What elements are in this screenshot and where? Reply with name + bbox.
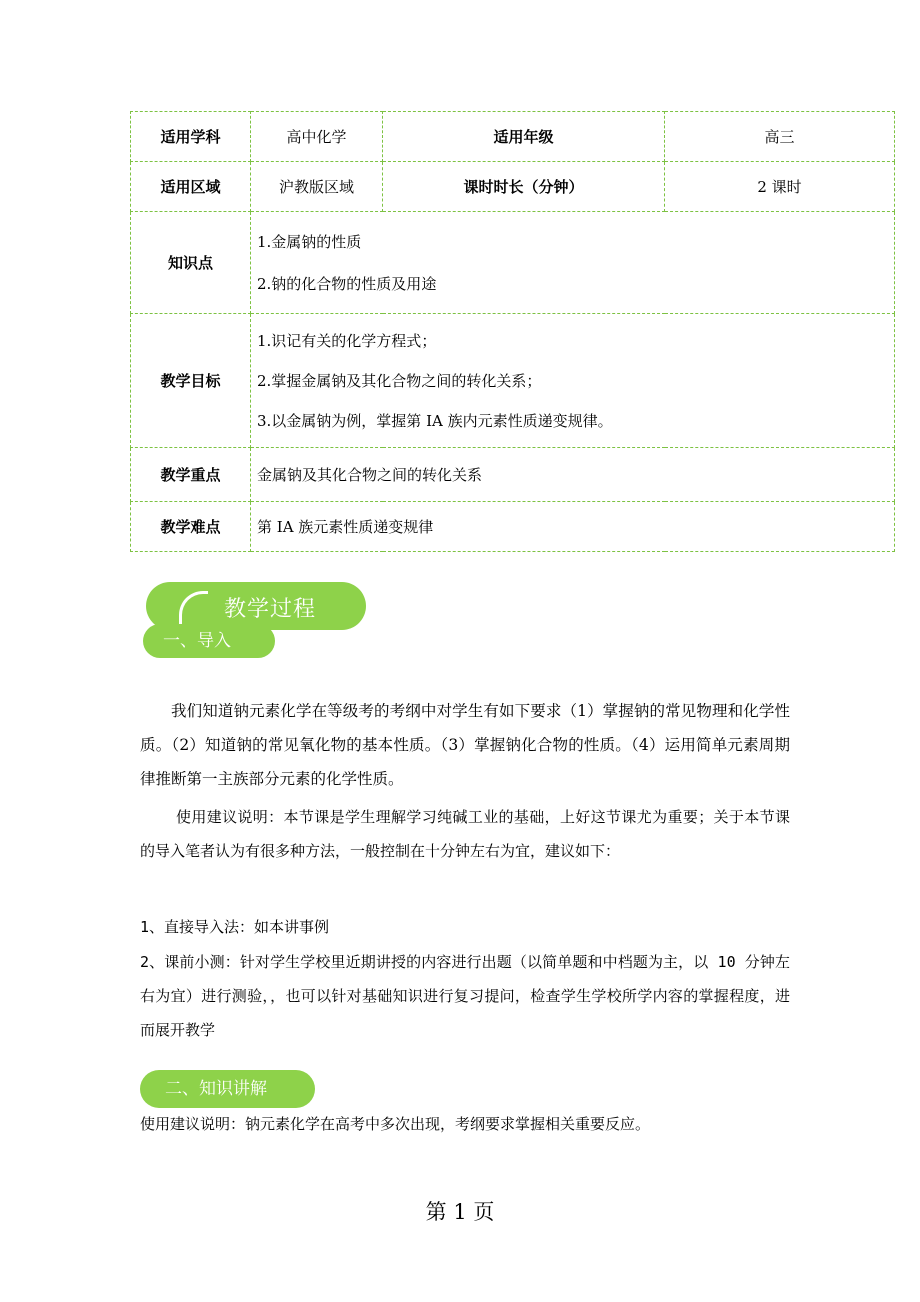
goals-cell xyxy=(251,314,895,448)
table-row xyxy=(131,502,895,552)
goal-item: 3.以金属钠为例，掌握第 IA 族内元素性质递变规律。 xyxy=(257,411,613,430)
subject-value: 高中化学 xyxy=(251,112,383,162)
page-number: 第 1 页 xyxy=(425,1200,495,1224)
grade-value: 高三 xyxy=(665,112,895,162)
lesson-info-table xyxy=(130,111,895,552)
method-1: 1、直接导入法：如本讲事例 xyxy=(140,918,330,936)
table-row xyxy=(131,112,895,162)
focus-label: 教学重点 xyxy=(131,448,251,502)
section-intro-badge: 一、导入 xyxy=(143,624,275,658)
knowledge-item: 1.金属钠的性质 xyxy=(257,232,362,251)
knowledge-cell xyxy=(251,212,895,314)
suggestion-paragraph: 使用建议说明：本节课是学生理解学习纯碱工业的基础，上好这节课尤为重要；关于本节课的导入笔者认为有很多种方法，一般控制在十分钟左右为宜，建议如下： xyxy=(140,808,790,860)
focus-value: 金属钠及其化合物之间的转化关系 xyxy=(251,448,895,502)
table-row xyxy=(131,212,895,314)
difficulty-value: 第 IA 族元素性质递变规律 xyxy=(251,502,895,552)
section-knowledge-badge: 二、知识讲解 xyxy=(140,1070,315,1108)
knowledge-item: 2.钠的化合物的性质及用途 xyxy=(257,274,437,293)
subject-label: 适用学科 xyxy=(131,112,251,162)
table-row xyxy=(131,162,895,212)
grade-label: 适用年级 xyxy=(383,112,665,162)
teaching-process-banner xyxy=(146,582,366,630)
goal-item: 2.掌握金属钠及其化合物之间的转化关系； xyxy=(257,371,542,390)
goal-item: 1.识记有关的化学方程式； xyxy=(257,331,437,350)
table-row xyxy=(131,448,895,502)
teaching-process-title: 教学过程 xyxy=(224,597,317,622)
duration-value: 2 课时 xyxy=(665,162,895,212)
knowledge-label: 知识点 xyxy=(131,212,251,314)
intro-paragraph: 我们知道钠元素化学在等级考的考纲中对学生有如下要求（1）掌握钠的常见物理和化学性质。（2）知道钠的常见氧化物的基本性质。（3）掌握钠化合物的性质。（4）运用简单元素周期律推断第一主族部分元素的化学性质。 xyxy=(140,702,790,788)
duration-label: 课时时长（分钟） xyxy=(383,162,665,212)
goals-label: 教学目标 xyxy=(131,314,251,448)
region-value: 沪教版区域 xyxy=(251,162,383,212)
table-row xyxy=(131,314,895,448)
region-label: 适用区域 xyxy=(131,162,251,212)
difficulty-label: 教学难点 xyxy=(131,502,251,552)
knowledge-note: 使用建议说明：钠元素化学在高考中多次出现，考纲要求掌握相关重要反应。 xyxy=(140,1115,651,1133)
method-2: 2、课前小测：针对学生学校里近期讲授的内容进行出题（以简单题和中档题为主，以 10 分钟左右为宜）进行测验，，也可以针对基础知识进行复习提问，检查学生学校所学内容的掌握程度，进而展开教学 xyxy=(140,953,790,1039)
